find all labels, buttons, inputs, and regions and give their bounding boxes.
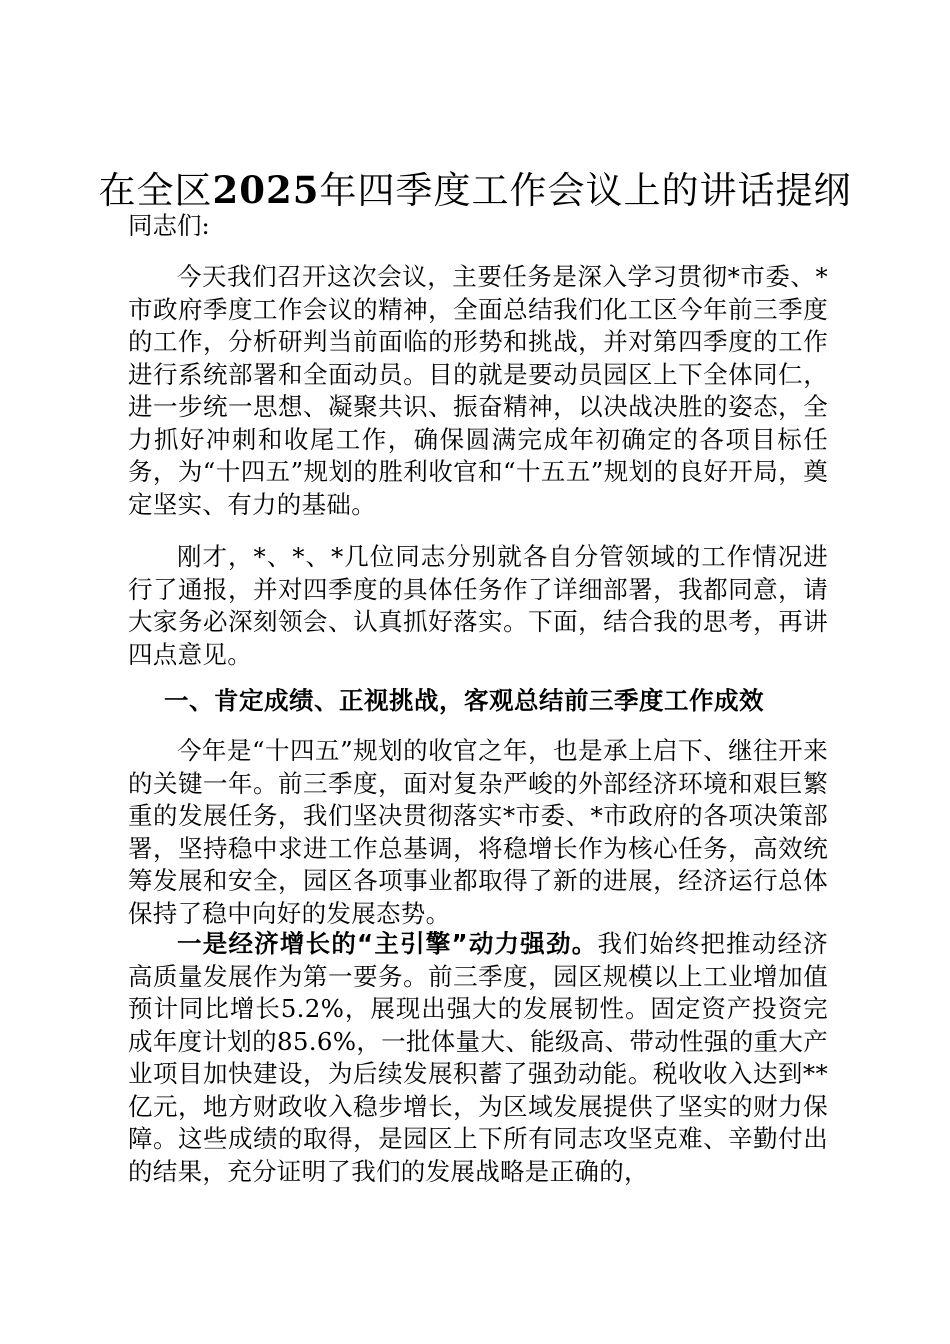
paragraph-lead: 一是经济增长的“主引擎”动力强劲。: [177, 929, 598, 958]
paragraph-economic-growth: [128, 928, 828, 1188]
salutation: 同志们:: [128, 211, 210, 240]
paragraph-opening: 今天我们召开这次会议，主要任务是深入学习贯彻*市委、*市政府季度工作会议的精神，全面总结我们化工区今年前三季度的工作，分析研判当前面临的形势和挑战，并对第四季度的工作进行系统部署和全面动员。目的就是要动员园区上下全体同仁，进一步统一思想、凝聚共识、振奋精神，以决战决胜的姿态，全力抓好冲刺和收尾工作，确保圆满完成年初确定的各项目标任务，为“十四五”规划的胜利收官和“十五五”规划的良好开局，奠定坚实、有力的基础。: [128, 262, 828, 519]
title-year: 2025: [212, 168, 320, 212]
title-suffix: 年四季度工作会议上的讲话提纲: [319, 169, 852, 212]
paragraph-reports: 刚才，*、*、*几位同志分别就各自分管领域的工作情况进行了通报，并对四季度的具体任务作了详细部署，我都同意，请大家务必深刻领会、认真抓好落实。下面，结合我的思考，再讲四点意见。: [128, 542, 828, 669]
section-heading-1: 一、肯定成绩、正视挑战，客观总结前三季度工作成效: [164, 686, 764, 715]
title-prefix: 在全区: [98, 169, 213, 212]
paragraph-overview: 今年是“十四五”规划的收官之年，也是承上启下、继往开来的关键一年。前三季度，面对复杂严峻的外部经济环境和艰巨繁重的发展任务，我们坚决贯彻落实*市委、*市政府的各项决策部署，坚持稳中求进工作总基调，将稳增长作为核心任务，高效统筹发展和安全，园区各项事业都取得了新的进展，经济运行总体保持了稳中向好的发展态势。: [128, 736, 828, 928]
document-title: [0, 166, 950, 215]
paragraph-body: 我们始终把推动经济高质量发展作为第一要务。前三季度，园区规模以上工业增加值预计同比增长5.2%，展现出强大的发展韧性。固定资产投资完成年度计划的85.6%，一批体量大、能级高、带动性强的重大产业项目加快建设，为后续发展积蓄了强劲动能。税收收入达到**亿元，地方财政收入稳步增长，为区域发展提供了坚实的财力保障。这些成绩的取得，是园区上下所有同志攻坚克难、辛勤付出的结果，充分证明了我们的发展战略是正确的，: [128, 929, 828, 1186]
